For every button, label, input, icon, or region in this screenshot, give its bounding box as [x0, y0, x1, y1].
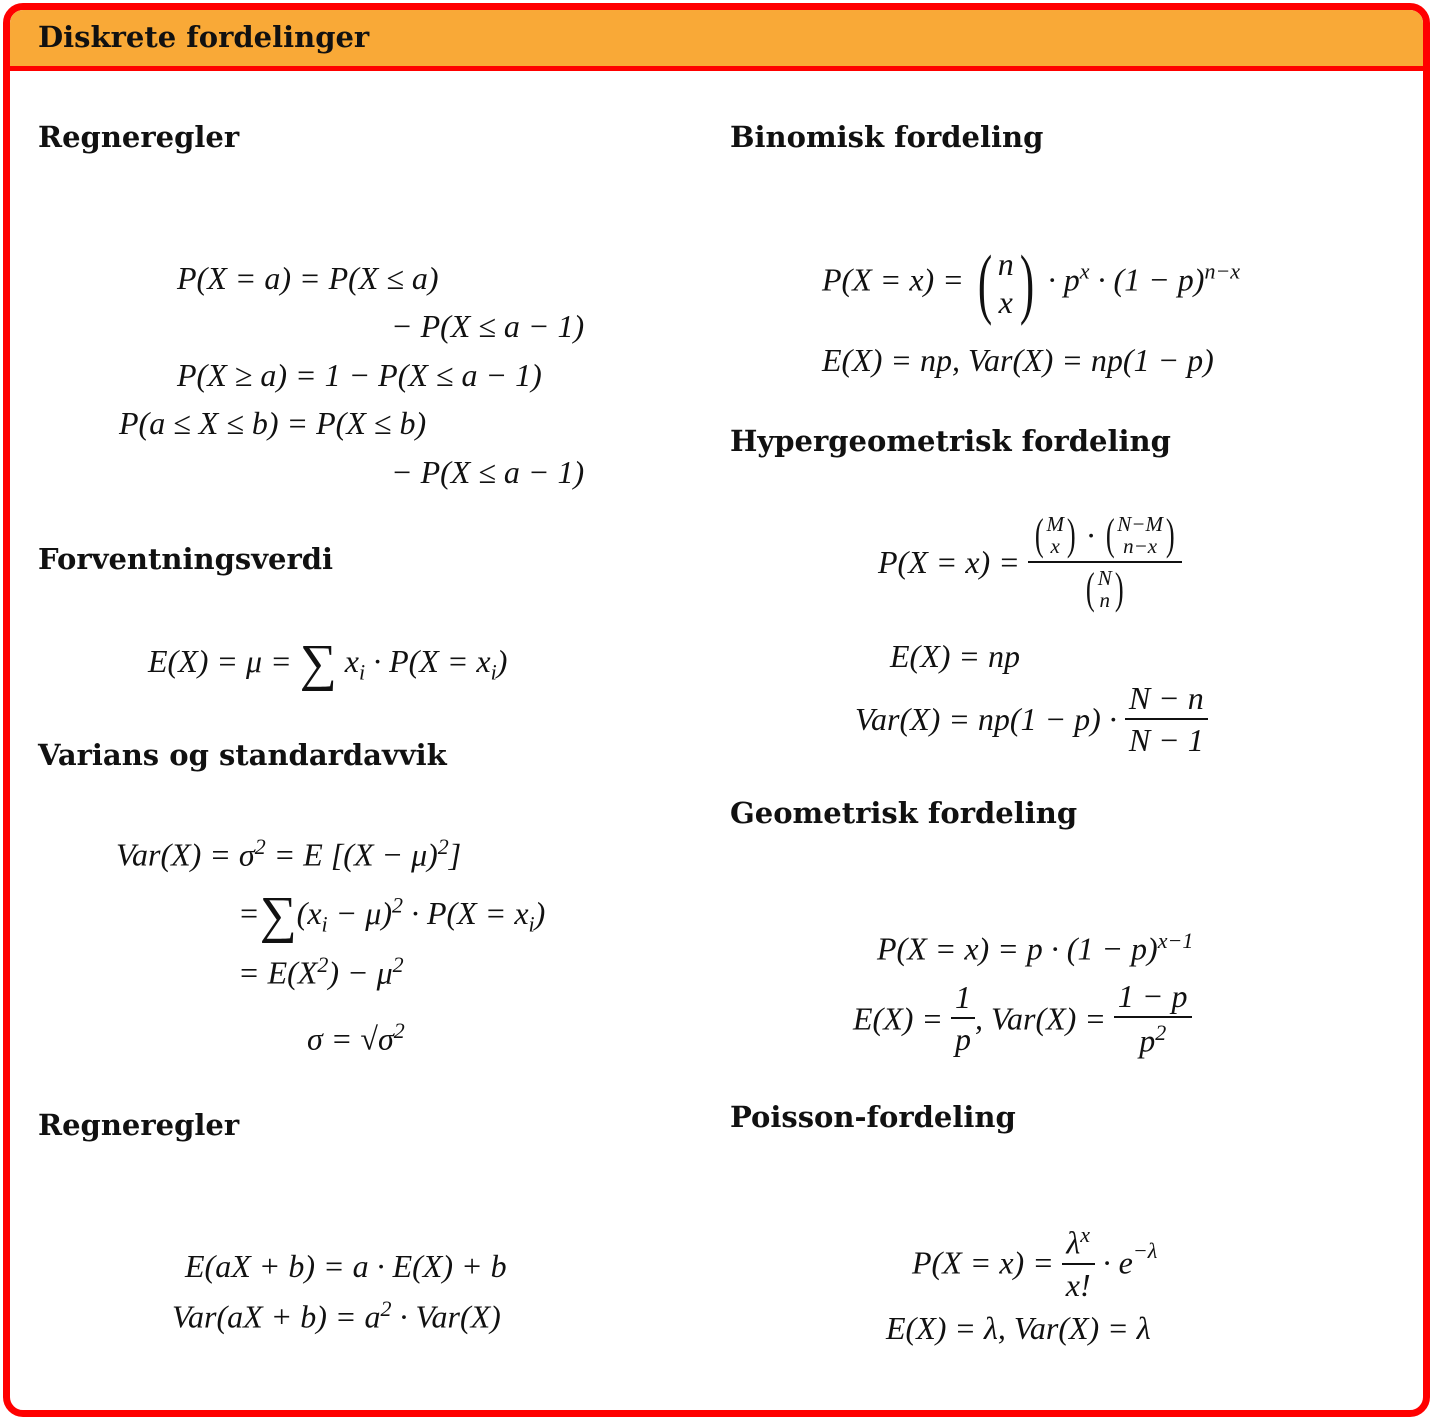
- geo-den-2-base: p: [1139, 1022, 1156, 1059]
- var-l3-b: ) − μ: [328, 954, 393, 991]
- var-line-3: [238, 954, 404, 989]
- formula-forventningsverdi: [148, 635, 508, 692]
- ev-end: ): [496, 643, 508, 679]
- var-l2-a: (x: [296, 895, 322, 931]
- bin-mid2: · (1 − p): [1089, 261, 1205, 298]
- geo-l2-a: E(X) =: [853, 1000, 943, 1037]
- hyp-b2-top: N−M: [1117, 512, 1163, 536]
- hyp-dot: ·: [1078, 517, 1103, 554]
- var-l4-a: σ = √σ: [307, 1020, 394, 1057]
- hyp-b1-top: M: [1046, 512, 1064, 536]
- hyp-var-frac: [1125, 682, 1208, 756]
- heading-regneregler-1: Regneregler: [38, 120, 240, 154]
- geo-den-2: [1114, 1018, 1192, 1057]
- var-line-2: [238, 887, 546, 944]
- hyp-var-num: N − n: [1125, 682, 1208, 720]
- bin-bot: x: [998, 284, 1013, 320]
- hyp-b3-top: N: [1097, 566, 1112, 591]
- rr2-l2-sup: 2: [380, 1296, 392, 1321]
- var-l2-sum: ∑: [259, 887, 297, 944]
- geo-l1-sup: x−1: [1157, 928, 1194, 953]
- var-l2-i: i: [321, 911, 328, 937]
- title-banner: [10, 10, 1423, 71]
- ev-i2: i: [490, 659, 497, 685]
- eq-line-3a: P(a ≤ X ≤ b) = P(X ≤ b): [119, 405, 427, 441]
- hyp-lhs: P(X = x) =: [878, 544, 1020, 581]
- geo-frac-2: [1114, 980, 1192, 1057]
- var-l1-sup2: 2: [437, 834, 449, 859]
- binom-n-x: ( n x ): [977, 239, 1034, 326]
- bin-mid: · p: [1039, 261, 1080, 298]
- rr2-line-1: E(aX + b) = a · E(X) + b: [185, 1248, 507, 1284]
- var-l2-i2: i: [528, 911, 535, 937]
- var-l2-b: − μ): [327, 895, 392, 931]
- var-l1-mid: = E [(X − μ): [265, 836, 438, 873]
- formula-geo-ev: [853, 980, 1192, 1057]
- var-line-1: [116, 836, 461, 871]
- eq-line-1a: P(X = a) = P(X ≤ a): [177, 260, 439, 296]
- poi-frac: [1062, 1224, 1095, 1301]
- rr2-line-2: [172, 1298, 501, 1333]
- formula-hyper-var: [855, 682, 1208, 756]
- heading-regneregler-2: Regneregler: [38, 1108, 240, 1142]
- card-frame: [3, 3, 1430, 1417]
- geo-num-2: 1 − p: [1114, 980, 1192, 1018]
- formula-hyper-ev: E(X) = np: [890, 638, 1020, 674]
- sum-symbol: ∑: [299, 635, 337, 692]
- ev-i: i: [358, 659, 366, 685]
- var-l2-c: · P(X = x: [402, 895, 529, 931]
- var-l3-a: = E(X: [238, 954, 318, 991]
- poi-sup: −λ: [1132, 1238, 1158, 1264]
- var-l3-sup: 2: [317, 952, 329, 977]
- geo-l1-a: P(X = x) = p · (1 − p): [877, 930, 1158, 967]
- bin-lhs: P(X = x) =: [822, 261, 964, 298]
- geo-den-1: p: [955, 1021, 971, 1058]
- ev-lhs: E(X) = μ =: [148, 643, 292, 679]
- heading-varians: Varians og standardavvik: [38, 738, 447, 772]
- bin-top: n: [997, 245, 1014, 282]
- var-l2-eq: =: [238, 895, 260, 931]
- formula-binomisk-pmf: [822, 239, 1241, 326]
- hyp-var-a: Var(X) = np(1 − p) ·: [855, 701, 1117, 737]
- eq-line-3b: − P(X ≤ a − 1): [391, 454, 585, 490]
- poi-num-sup: x: [1080, 1222, 1091, 1247]
- eq-line-2: P(X ≥ a) = 1 − P(X ≤ a − 1): [177, 357, 542, 393]
- hyp-b3-bot: n: [1099, 588, 1110, 613]
- formula-poisson-pmf: [912, 1224, 1157, 1301]
- eq-line-1b: − P(X ≤ a − 1): [391, 308, 585, 344]
- var-l4-sup: 2: [393, 1018, 405, 1043]
- hyp-num: ( M x ) · ( N−M n−x ): [1028, 513, 1182, 563]
- formula-hyper-pmf: [878, 510, 1182, 614]
- hyp-den: ( N n ): [1085, 564, 1124, 614]
- ev-x: x: [344, 643, 359, 679]
- poi-num-base: λ: [1066, 1224, 1081, 1261]
- geo-l2-mid: , Var(X) =: [975, 1000, 1106, 1037]
- rr2-l2-a: Var(aX + b) = a: [172, 1298, 381, 1335]
- poi-mid: · e: [1094, 1244, 1133, 1281]
- heading-poisson: Poisson-fordeling: [730, 1100, 1016, 1134]
- hyp-b2-bot: n−x: [1123, 534, 1158, 559]
- geo-den-2-sup: 2: [1155, 1020, 1167, 1045]
- poi-den: x!: [1065, 1266, 1091, 1303]
- var-line-4: [307, 1020, 405, 1055]
- var-l2-sup: 2: [391, 892, 403, 918]
- formula-geo-pmf: [877, 930, 1193, 965]
- ev-mid: · P(X = x: [365, 643, 491, 679]
- hyp-b1-bot: x: [1050, 534, 1060, 559]
- formula-poisson-ev: E(X) = λ, Var(X) = λ: [886, 1310, 1151, 1346]
- poi-lhs: P(X = x) =: [912, 1244, 1054, 1281]
- bin-sup2: n−x: [1204, 258, 1241, 284]
- var-l2-d: ): [534, 895, 546, 931]
- geo-frac-1: [951, 979, 975, 1058]
- heading-binomisk: Binomisk fordeling: [730, 120, 1044, 154]
- heading-geometrisk: Geometrisk fordeling: [730, 796, 1078, 830]
- bin-sup1: x: [1079, 258, 1090, 284]
- var-l1-end: ]: [448, 836, 462, 873]
- hyp-fraction: [1028, 510, 1182, 614]
- rr2-l2-b: · Var(X): [391, 1298, 501, 1335]
- heading-forventningsverdi: Forventningsverdi: [38, 542, 334, 576]
- heading-hypergeometrisk: Hypergeometrisk fordeling: [730, 424, 1171, 458]
- poi-num: [1062, 1224, 1095, 1265]
- var-l1-sup: 2: [254, 834, 266, 859]
- geo-num-1: 1: [951, 981, 975, 1019]
- var-l3-sup2: 2: [392, 952, 404, 977]
- page-title: Diskrete fordelinger: [38, 20, 370, 54]
- formula-binomisk-ev: E(X) = np, Var(X) = np(1 − p): [822, 342, 1214, 378]
- hyp-var-den: N − 1: [1128, 722, 1204, 758]
- var-l1-a: Var(X) = σ: [116, 836, 255, 873]
